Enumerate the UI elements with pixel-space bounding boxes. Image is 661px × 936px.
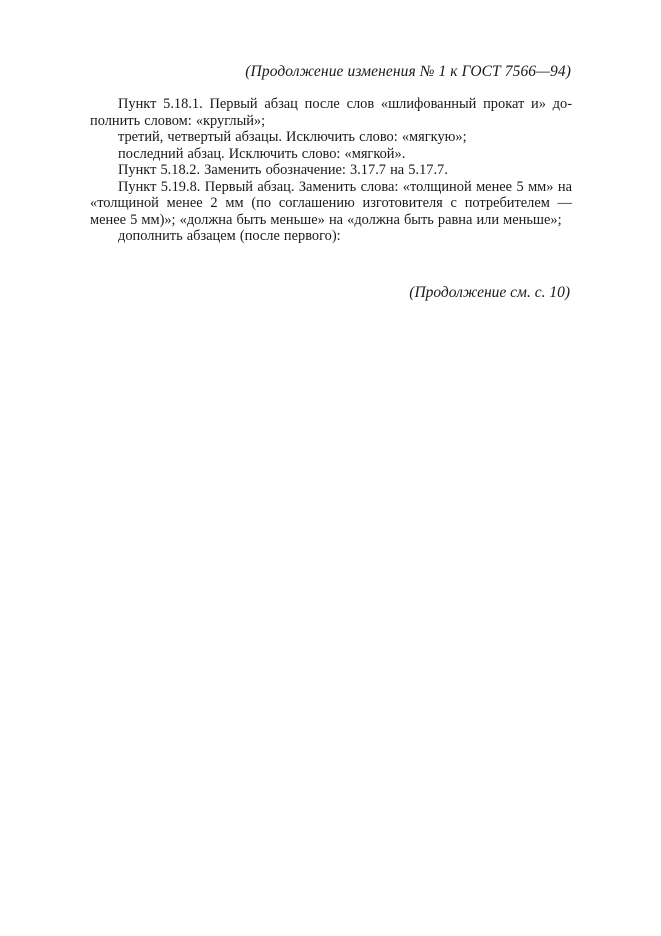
paragraph-5-19-8: Пункт 5.19.8. Первый абзац. Заменить слова: «толщиной менее 5 мм» на «толщиной менее 2 мм (по соглашению изготовителя с потребителем — менее 5 мм)»; «должна быть меньше» на «должна быть равна или меньше»; [90,178,572,228]
paragraph-supplement: дополнить абзацем (после первого): [118,228,341,244]
paragraph-5-18-1: Пункт 5.18.1. Первый абзац после слов «шлифованный прокат и» дополнить словом: «круглый»; [90,96,572,129]
amendment-text [90,96,572,245]
paragraph-third-fourth: третий, четвертый абзацы. Исключить слово: «мягкую»; [118,129,467,145]
paragraph-last: последний абзац. Исключить слово: «мягкой». [118,145,406,162]
continuation-footer: (Продолжение см. с. 10) [409,284,570,301]
continuation-header: (Продолжение изменения № 1 к ГОСТ 7566—94) [245,63,571,80]
paragraph-5-18-2: Пункт 5.18.2. Заменить обозначение: 3.17.7 на 5.17.7. [118,162,448,178]
